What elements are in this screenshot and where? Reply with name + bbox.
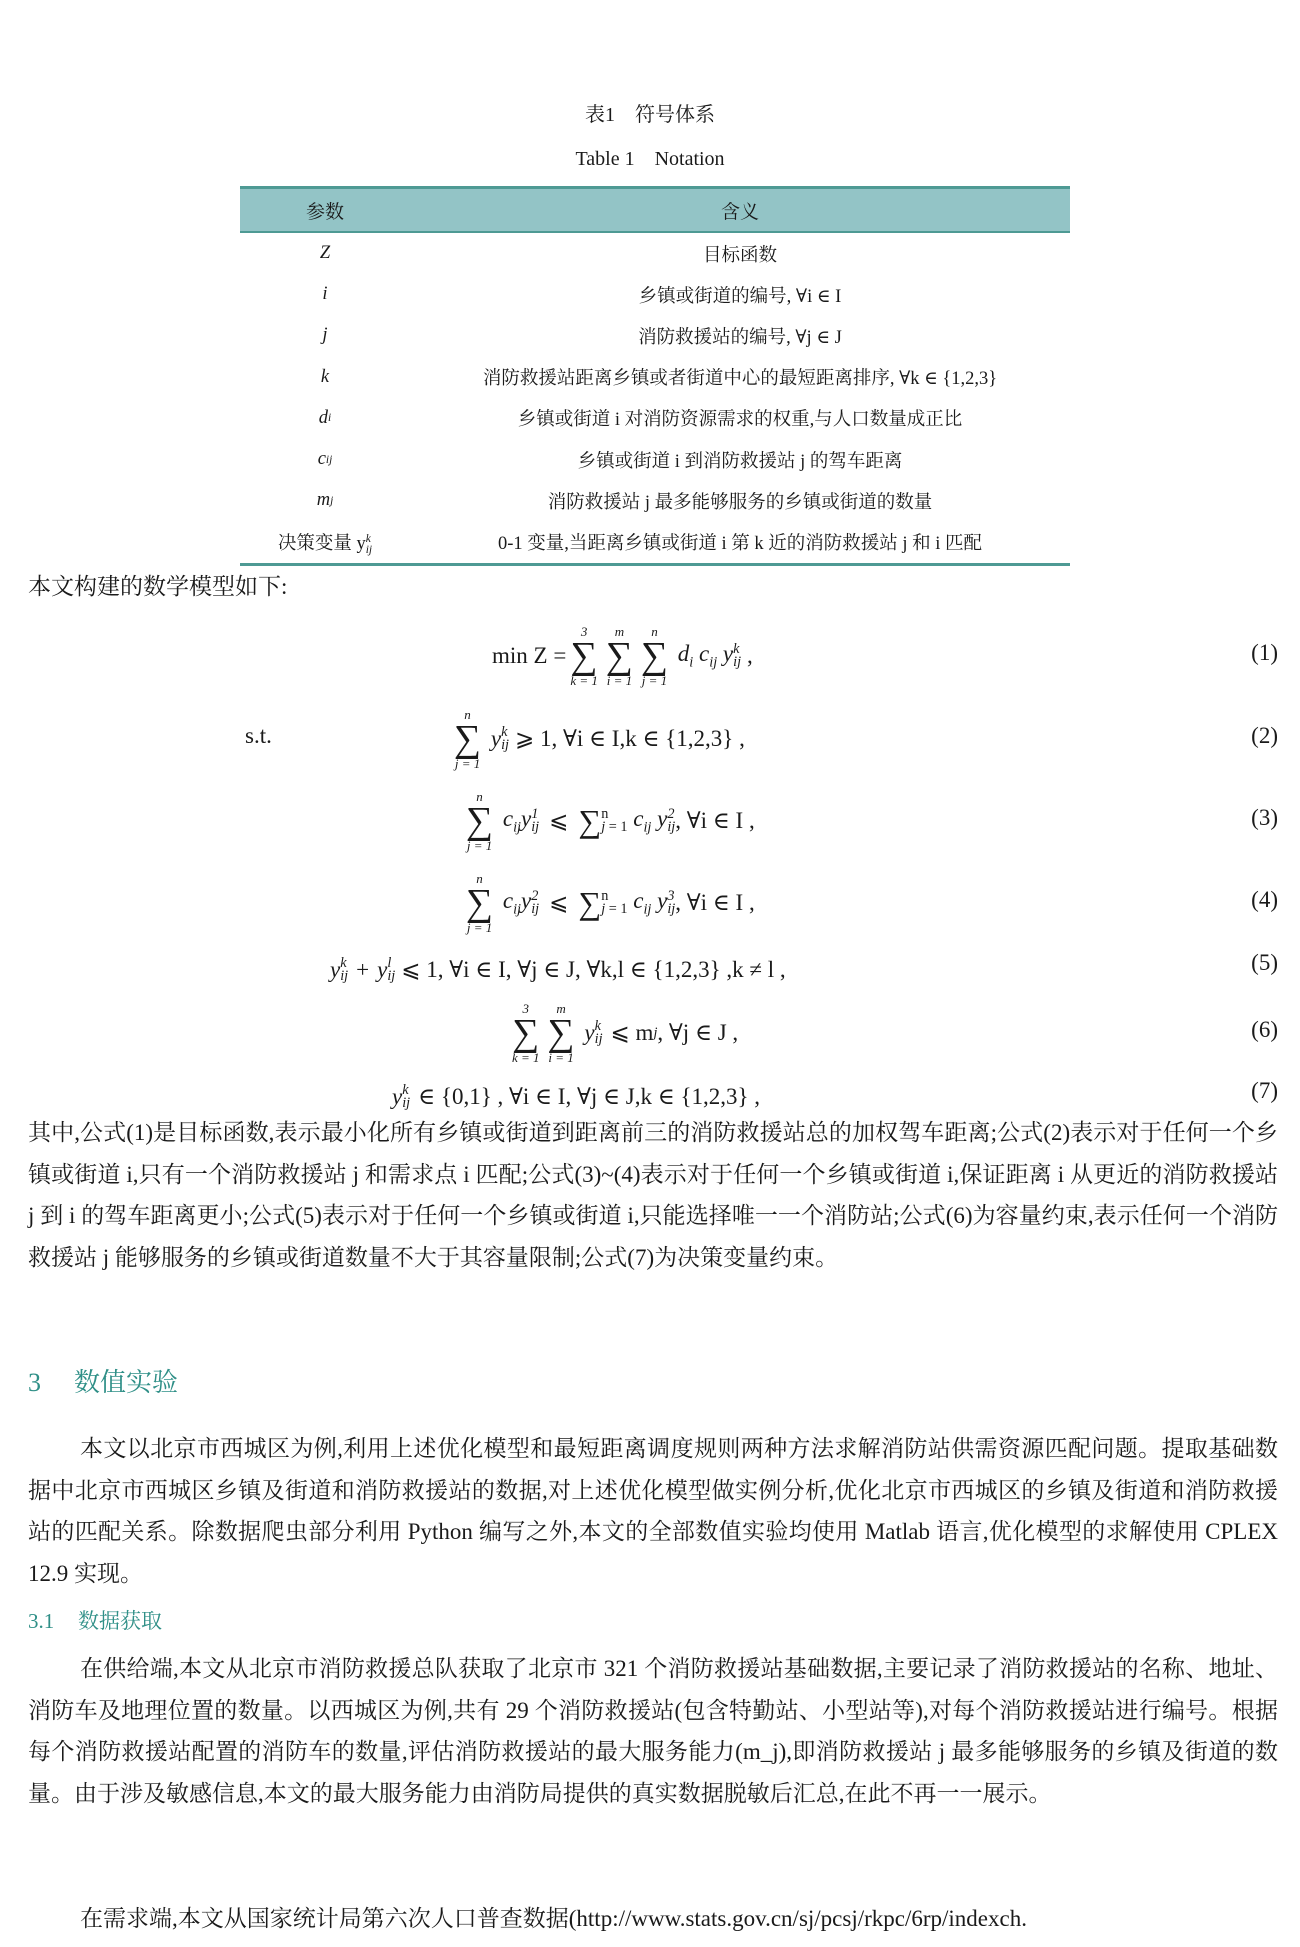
table-caption-cn: 表1 符号体系 — [585, 104, 715, 126]
param-cell: c ij — [317, 449, 333, 470]
table-row — [240, 233, 1070, 274]
sum-i: m ∑ i = 1 — [605, 624, 633, 688]
meaning-cell: 消防救援站 j 最多能够服务的乡镇或街道的数量 — [547, 492, 933, 513]
meaning-cell: 乡镇或街道 i 到消防救援站 j 的驾车距离 — [577, 451, 903, 472]
equation-explanation: 其中,公式(1)是目标函数,表示最小化所有乡镇或街道到距离前三的消防救援站总的加权驾车距离;公式(2)表示对于任何一个乡镇或街道 i,只有一个消防救援站 j 和需求点 i 匹配;公式(3)~(4)表示对于任何一个乡镇或街道 i,保证距离 i 从更近的消防救援站 j 到 i 的驾车距离更小;公式(5)表示对于任何一个乡镇或街道 i,只能选择唯一一个消防站;公式(6)为容量约束,表示任何一个消防救援站 j 能够服务的乡镇或街道数量不大于其容量限制;公式(7)为决策变量约束。 — [28, 1120, 1278, 1270]
subject-to-label: s.t. — [245, 723, 272, 748]
equation-7: y k ij ∈ {0,1} , ∀i ∈ I, ∀j ∈ J,k ∈ {1,2,3} , — [392, 1082, 761, 1111]
meaning-cell: 乡镇或街道 i 对消防资源需求的权重,与人口数量成正比 — [517, 410, 963, 431]
section-3-number: 3 — [28, 1368, 41, 1397]
equation-6: 3 ∑ k = 1 m ∑ i = 1 y k ij ⩽ m j , ∀j ∈ J , — [512, 1001, 739, 1065]
sum-k: 3 ∑ k = 1 — [570, 624, 598, 688]
table-row — [240, 315, 1070, 356]
meaning-cell: 目标函数 — [702, 245, 777, 266]
param-cell: k — [320, 366, 330, 387]
header-meaning: 含义 — [720, 201, 759, 223]
param-cell: d i — [318, 407, 332, 428]
table-row — [240, 357, 1070, 398]
section-3-title: 数值实验 — [74, 1368, 179, 1398]
sum-j: n ∑ j = 1 — [640, 624, 669, 688]
section-3-paragraph: 本文以北京市西城区为例,利用上述优化模型和最短距离调度规则两种方法求解消防站供需资源匹配问题。提取基础数据中北京市西城区乡镇及街道和消防救援站的数据,对上述优化模型做实例分析,优化北京市西城区的乡镇及街道和消防救援站的匹配关系。除数据爬虫部分利用 Python 编写之外,本文的全部数值实验均使用 Matlab 语言,优化模型的求解使用 CPLEX 12.9 实现。 — [28, 1436, 1278, 1586]
section-3-1-title: 数据获取 — [78, 1609, 162, 1633]
table-row — [240, 439, 1070, 480]
eq1-min-z: min Z = — [492, 643, 567, 668]
equation-4: n ∑ j = 1 $c_{ij}y$ 2 ij ⩽ ∑ n j = 1 $c_{ij}$ y 3 ij , ∀i ∈ I , — [466, 871, 755, 935]
equation-1: min Z = 3 ∑ k = 1 m ∑ i = 1 n ∑ j = 1 $d_i$ $c_{ij}$ y k ij , — [492, 624, 753, 688]
equation-number-1: (1) — [1251, 640, 1278, 665]
equation-number-5: (5) — [1251, 950, 1278, 975]
equation-3: n ∑ j = 1 $c_{ij}y$ 1 ij ⩽ ∑ n j = 1 $c_{ij}$ y 2 ij , ∀i ∈ I , — [466, 789, 755, 853]
table-caption-en: Table 1 Notation — [575, 148, 725, 170]
equation-number-2: (2) — [1251, 723, 1278, 748]
meaning-cell: 0-1 变量,当距离乡镇或街道 i 第 k 近的消防救援站 j 和 i 匹配 — [497, 533, 983, 554]
section-3-1-paragraph-2: 在需求端,本文从国家统计局第六次人口普查数据(http://www.stats.gov.cn/sj/pcsj/rkpc/6rp/indexch. — [80, 1906, 1027, 1931]
meaning-cell: 乡镇或街道的编号, ∀i ∈ I — [638, 286, 842, 307]
param-cell: j — [322, 325, 328, 346]
table-row — [240, 521, 1070, 565]
table-body — [240, 233, 1070, 566]
table-row — [240, 398, 1070, 439]
param-cell: i — [322, 284, 328, 305]
table-row — [240, 274, 1070, 315]
meaning-cell: 消防救援站距离乡镇或者街道中心的最短距离排序, ∀k ∈ {1,2,3} — [482, 369, 998, 390]
section-3-1-paragraph-1: 在供给端,本文从北京市消防救援总队获取了北京市 321 个消防救援站基础数据,主要记录了消防救援站的名称、地址、消防车及地理位置的数量。以西城区为例,共有 29 个消防救援站(包含特勤站、小型站等),对每个消防救援站进行编号。根据每个消防救援站配置的消防车的数量,评估消防救援站的最大服务能力(m_j),即消防救援站 j 最多能够服务的乡镇及街道的数量。由于涉及敏感信息,本文的最大服务能力由消防局提供的真实数据脱敏后汇总,在此不再一一展示。 — [28, 1656, 1278, 1806]
header-param: 参数 — [305, 201, 344, 223]
meaning-cell: 消防救援站的编号, ∀j ∈ J — [638, 327, 842, 348]
section-3-heading — [28, 1362, 178, 1399]
section-3-1-heading — [28, 1605, 162, 1635]
table-row — [240, 480, 1070, 521]
param-cell: m j — [316, 490, 334, 511]
equation-number-7: (7) — [1251, 1078, 1278, 1103]
equation-number-3: (3) — [1251, 805, 1278, 830]
equation-number-4: (4) — [1251, 887, 1278, 912]
model-intro: 本文构建的数学模型如下: — [28, 574, 288, 599]
table-header — [240, 186, 1070, 233]
equation-5: y k ij + y l ij ⩽ 1, ∀i ∈ I, ∀j ∈ J, ∀k,l ∈ {1,2,3} ,k ≠ l , — [330, 955, 786, 984]
section-3-1-number: 3.1 — [28, 1609, 55, 1633]
equation-number-6: (6) — [1251, 1017, 1278, 1042]
param-cell: 决策变量 y k ij — [277, 533, 373, 556]
param-cell: Z — [319, 243, 331, 264]
equation-2: n ∑ j = 1 y k ij ⩾ 1, ∀i ∈ I,k ∈ {1,2,3} , — [454, 707, 745, 771]
notation-table — [240, 186, 1070, 566]
